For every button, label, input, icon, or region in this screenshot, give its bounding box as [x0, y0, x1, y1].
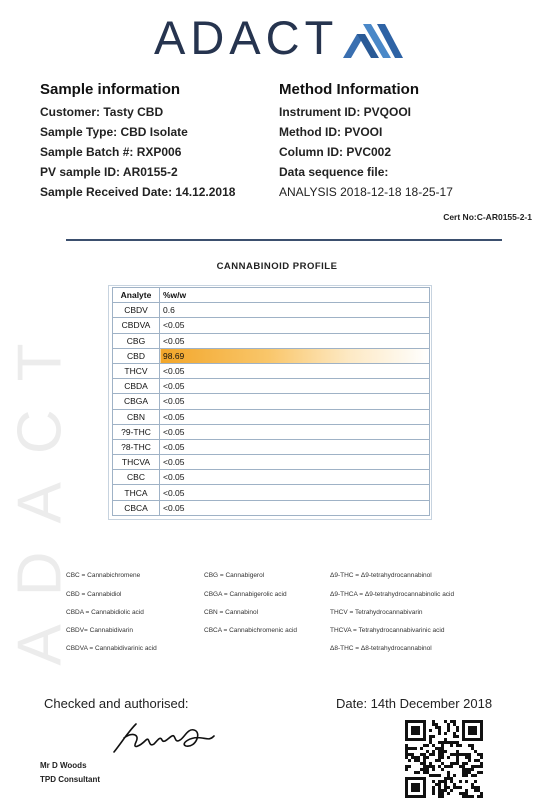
value-cell: <0.05	[160, 500, 430, 515]
legend-item: THCVA = Tetrahydrocannabivarinic acid	[330, 627, 445, 634]
value-cell: <0.05	[160, 394, 430, 409]
signer-name: Mr D Woods	[40, 761, 87, 770]
sample-batch: Sample Batch #: RXP006	[40, 145, 182, 159]
table-row	[113, 333, 430, 348]
value-cell: 0.6	[160, 303, 430, 318]
method-method-id: Method ID: PVOOI	[279, 125, 383, 139]
value-cell: <0.05	[160, 424, 430, 439]
checked-authorised-label: Checked and authorised:	[44, 696, 189, 711]
analyte-cell: CBG	[113, 333, 160, 348]
table-row	[113, 394, 430, 409]
method-info-title: Method Information	[279, 81, 419, 98]
method-column-id: Column ID: PVC002	[279, 145, 392, 159]
value-cell: <0.05	[160, 470, 430, 485]
brand-logo-icon	[343, 24, 403, 58]
header-divider	[66, 239, 502, 241]
method-sequence-file: ANALYSIS 2018-12-18 18-25-17	[279, 185, 453, 199]
sample-received-date: Sample Received Date: 14.12.2018	[40, 185, 236, 199]
table-row	[113, 439, 430, 454]
sample-info-title: Sample information	[40, 81, 181, 98]
analyte-cell: ?8-THC	[113, 439, 160, 454]
sample-pv-id: PV sample ID: AR0155-2	[40, 165, 178, 179]
sample-customer: Customer: Tasty CBD	[40, 105, 164, 119]
sample-type: Sample Type: CBD Isolate	[40, 125, 188, 139]
table-row-highlighted	[113, 348, 430, 363]
analyte-cell: CBDV	[113, 303, 160, 318]
value-cell: <0.05	[160, 455, 430, 470]
analyte-cell: ?9-THC	[113, 424, 160, 439]
value-cell: <0.05	[160, 379, 430, 394]
value-cell: <0.05	[160, 439, 430, 454]
legend-item: Δ9-THCA = Δ9-tetrahydrocannabinolic acid	[330, 591, 455, 598]
value-cell: 98.69	[160, 348, 430, 363]
analyte-cell: CBDA	[113, 379, 160, 394]
header-analyte: Analyte	[113, 288, 160, 303]
legend-item: CBGA = Cannabigerolic acid	[204, 591, 287, 598]
legend-item: CBG = Cannabigerol	[204, 572, 265, 579]
table-row	[113, 318, 430, 333]
method-sequence-label: Data sequence file:	[279, 165, 389, 179]
analyte-cell: CBCA	[113, 500, 160, 515]
analyte-cell: CBN	[113, 409, 160, 424]
value-cell: <0.05	[160, 318, 430, 333]
analyte-cell: CBDVA	[113, 318, 160, 333]
analyte-cell: CBC	[113, 470, 160, 485]
table-row	[113, 485, 430, 500]
table-row	[113, 409, 430, 424]
signer-title: TPD Consultant	[40, 775, 100, 784]
brand-logo-text: ADACT	[154, 11, 339, 64]
analyte-cell: THCVA	[113, 455, 160, 470]
legend-item: CBDA = Cannabidiolic acid	[66, 609, 144, 616]
adact-watermark: ADACT	[5, 315, 75, 666]
qr-code-icon	[405, 720, 483, 798]
legend-item: CBD = Cannabidiol	[66, 591, 122, 598]
legend-item: CBC = Cannabichromene	[66, 572, 141, 579]
value-cell: <0.05	[160, 485, 430, 500]
cert-number: Cert No:C-AR0155-2-1	[443, 212, 532, 222]
signer-block	[40, 759, 100, 787]
analyte-cell: CBD	[113, 348, 160, 363]
method-instrument-id: Instrument ID: PVQOOI	[279, 105, 412, 119]
signature-icon	[110, 718, 220, 758]
table-row	[113, 379, 430, 394]
table-row	[113, 303, 430, 318]
profile-title: CANNABINOID PROFILE	[216, 261, 338, 272]
legend-item: CBN = Cannabinol	[204, 609, 259, 616]
table-row	[113, 424, 430, 439]
table-row	[113, 470, 430, 485]
table-row	[113, 500, 430, 515]
legend-item: CBCA = Cannabichromenic acid	[204, 627, 298, 634]
analyte-cell: CBGA	[113, 394, 160, 409]
legend-item: THCV = Tetrahydrocannabivarin	[330, 609, 423, 616]
header-percent: %w/w	[160, 288, 430, 303]
legend-item: CBDVA = Cannabidivarinic acid	[66, 645, 157, 652]
cannabinoid-profile-table	[112, 287, 430, 516]
legend-item: Δ8-THC = Δ8-tetrahydrocannabinol	[330, 645, 432, 652]
legend-item: Δ9-THC = Δ9-tetrahydrocannabinol	[330, 572, 432, 579]
table-header-row	[113, 288, 430, 303]
value-cell: <0.05	[160, 333, 430, 348]
table-row	[113, 455, 430, 470]
table-row	[113, 363, 430, 378]
analyte-cell: THCV	[113, 363, 160, 378]
value-cell: <0.05	[160, 363, 430, 378]
analyte-cell: THCA	[113, 485, 160, 500]
legend-item: CBDV= Cannabidivarin	[66, 627, 134, 634]
value-cell: <0.05	[160, 409, 430, 424]
authorisation-date: Date: 14th December 2018	[336, 696, 493, 711]
